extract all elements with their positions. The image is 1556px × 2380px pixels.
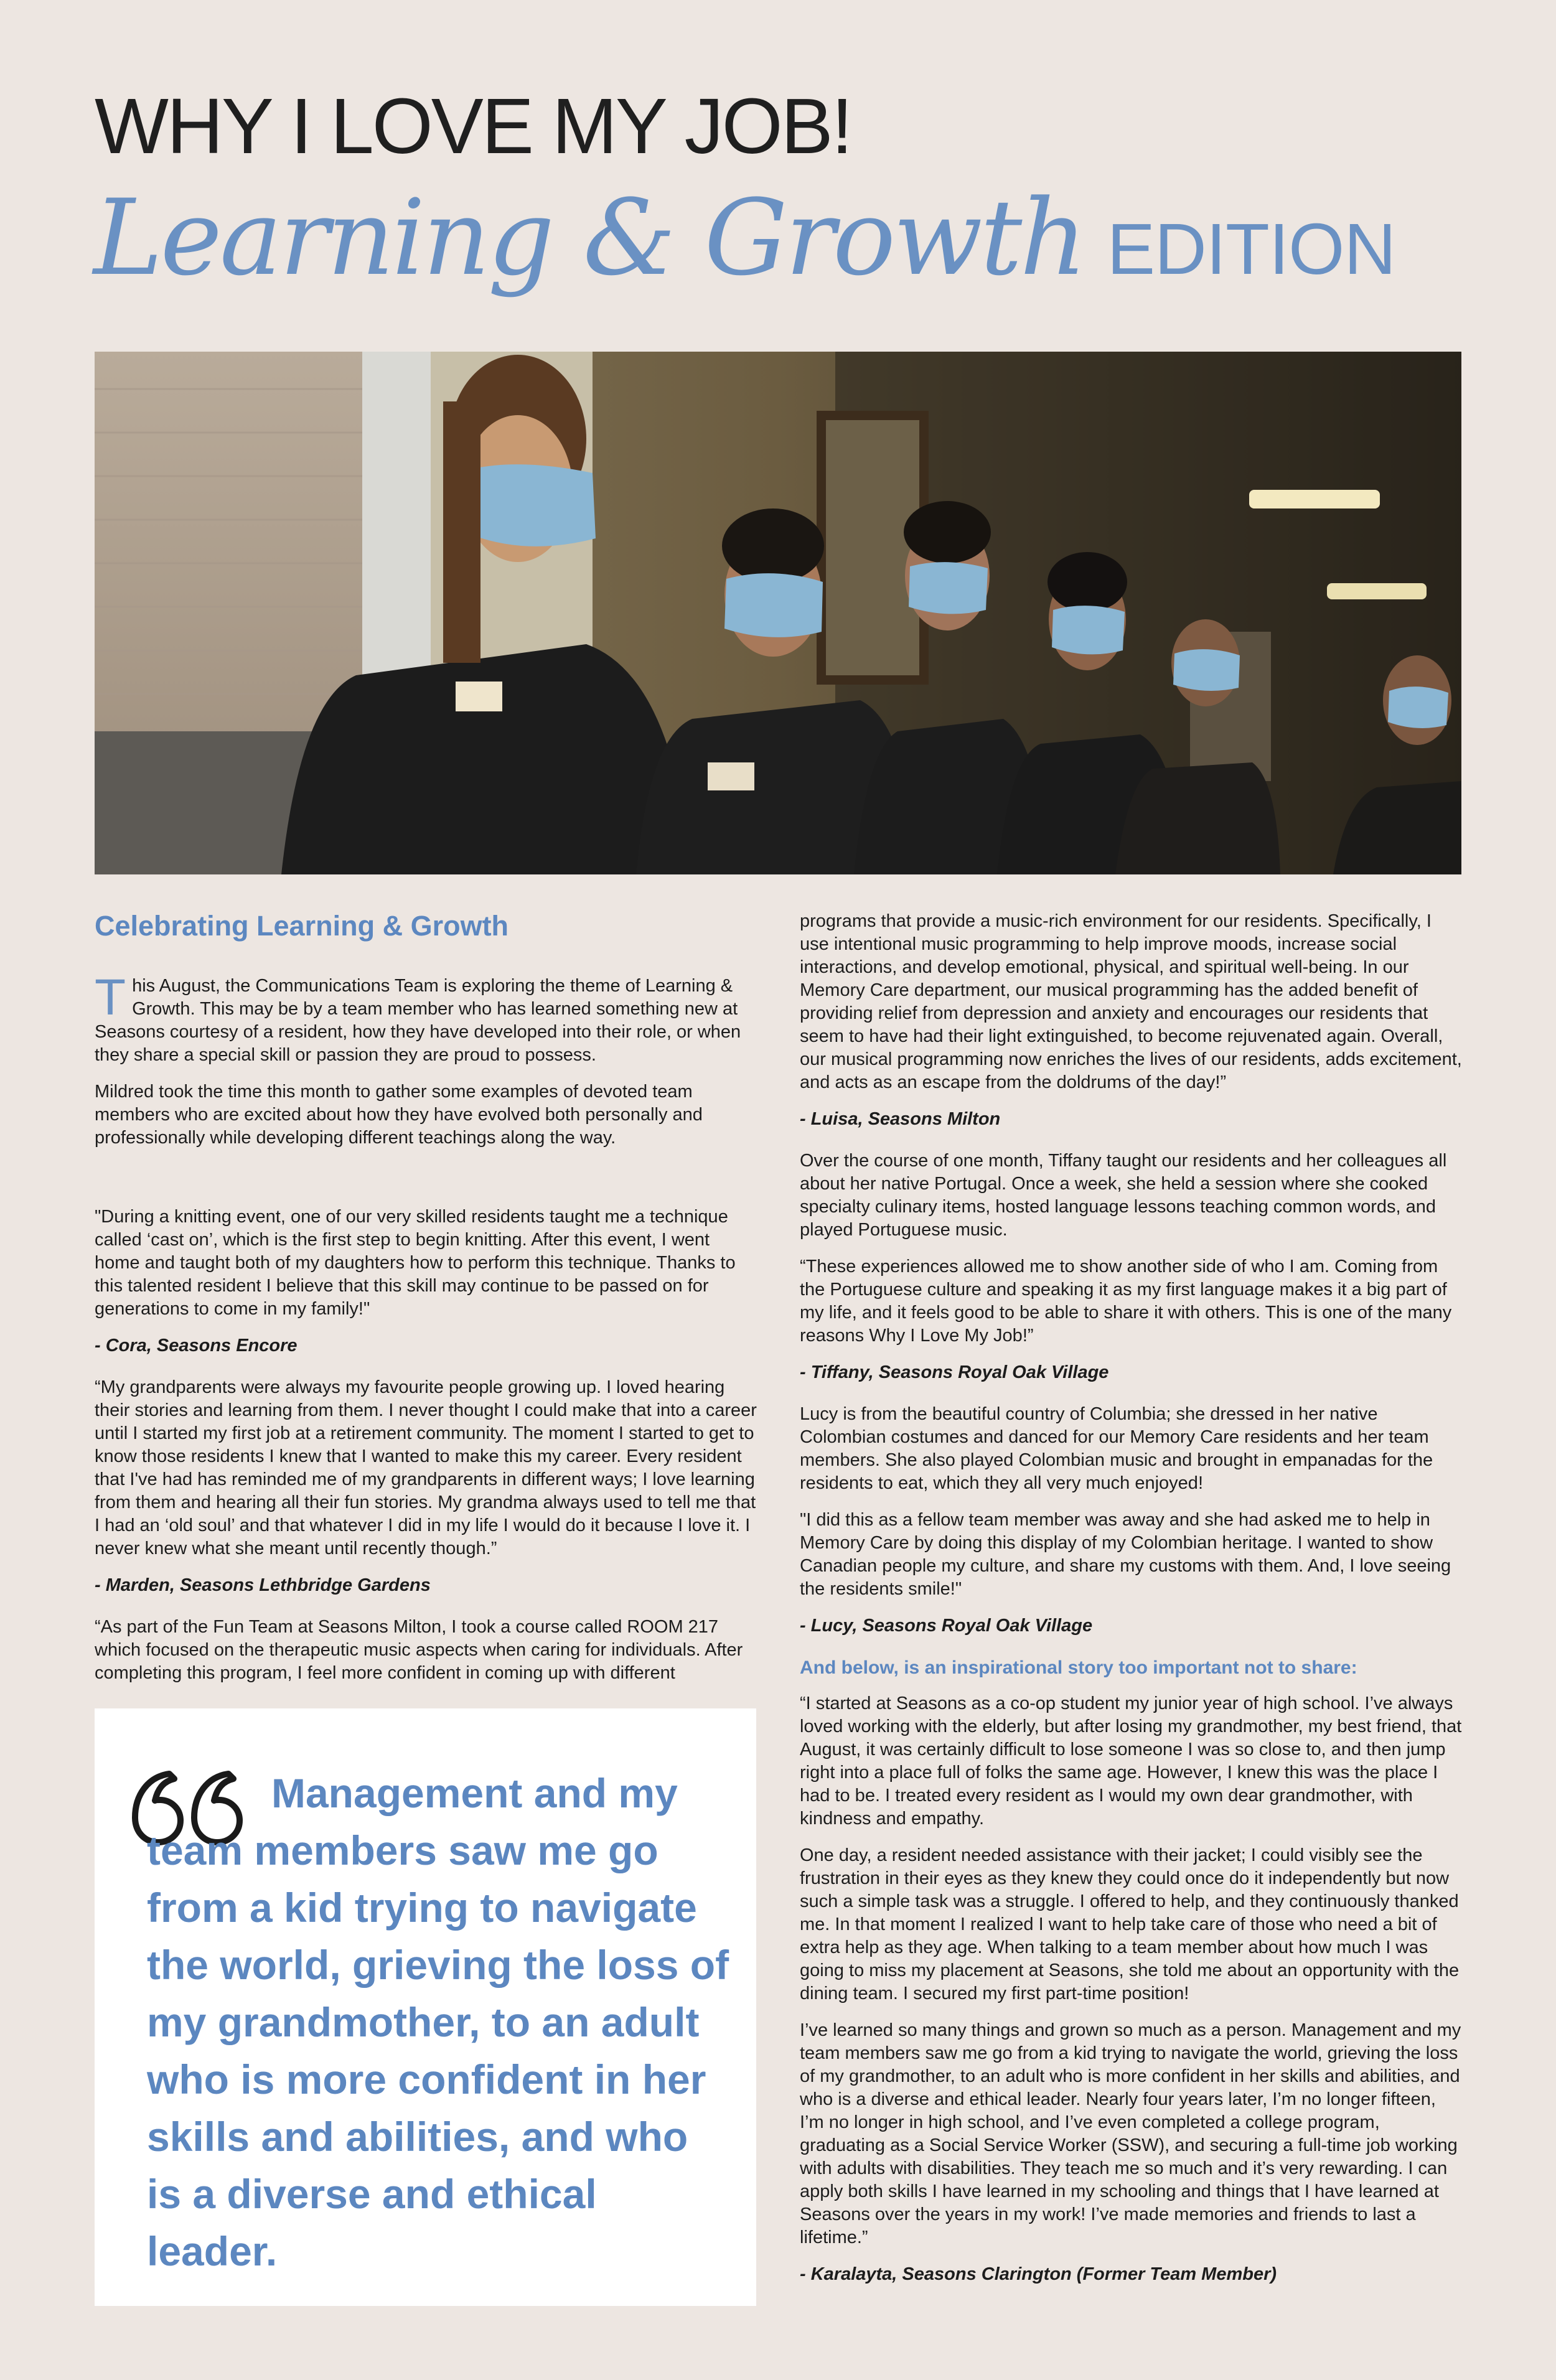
tiffany-intro: Over the course of one month, Tiffany taught our residents and her colleagues all about her native Portugal. Once a week, she held a session where she cooked specialty culinary items, hosted language lessons teaching common words, and played Portuguese music. (800, 1151, 1447, 1240)
karalayta-signature: - Karalayta, Seasons Clarington (Former Team Member) (800, 2264, 1277, 2284)
luisa-quote-start: “As part of the Fun Team at Seasons Milton, I took a course called ROOM 217 which focused on the therapeutic music aspects when caring for individuals. After completing this program, I feel more confident in coming up with different (95, 1617, 743, 1683)
karalayta-paragraph-1: “I started at Seasons as a co-op student my junior year of high school. I’ve always loved working with the elderly, but after losing my grandmother, my best friend, that August, it was certainly difficult to lose someone I was so close to, and then jump right into a place full of folks the same age. However, I knew this was the place I had to be. I treated every resident as I would my own dear grandmother, with kindness and empathy. (800, 1694, 1462, 1829)
intro-paragraph-2: Mildred took the time this month to gather some examples of devoted team members who are excited about how they have evolved both personally and professionally while developing different teachings along the way. (95, 1082, 703, 1148)
section-heading: Celebrating Learning & Growth (95, 910, 509, 942)
subtitle-edition: EDITION (1107, 208, 1396, 289)
lucy-intro: Lucy is from the beautiful country of Columbia; she dressed in her native Colombian costumes and danced for our Memory Care residents and her team members. She also played Colombian music and brought in empanadas for the residents to eat, which they all very much enjoyed! (800, 1404, 1433, 1493)
right-column (800, 910, 1463, 2305)
inspirational-heading: And below, is an inspirational story too important not to share: (800, 1657, 1357, 1678)
page-subtitle (93, 177, 1396, 324)
pull-quote (95, 1708, 756, 2306)
pull-quote-text: Management and my team members saw me go from a kid trying to navigate the world, grieving the loss of my grandmother, to an adult who is more confident in her skills and abilities, and who is a diverse and ethical leader. (147, 1770, 729, 2274)
lucy-quote: "I did this as a fellow team member was away and she had asked me to help in Memory Care by doing this display of my Colombian heritage. I wanted to show Canadian people my culture, and share my customs with them. And, I love seeing the residents smile!" (800, 1510, 1451, 1599)
marden-quote: “My grandparents were always my favourite people growing up. I loved hearing their stories and learning from them. I never thought I could make that into a career until I started my first job at a retirement community. The moment I started to get to know those residents I knew that I wanted to make this my career. Every resident that I've had has reminded me of my grandparents in different ways; I love learning from them and hearing all their fun stories. My grandma always used to tell me that I had an ‘old soul’ and that whatever I did in my life I would do it because I love it. I never knew what she meant until recently though.” (95, 1377, 757, 1558)
karalayta-paragraph-3: I’ve learned so many things and grown so much as a person. Management and my team members saw me go from a kid trying to navigate the world, grieving the loss of my grandmother, to an adult who is more confident in her skills and abilities, and who is a diverse and ethical leader. Nearly four years later, I’m no longer fifteen, I’m no longer in high school, and I’ve even completed a college program, graduating as a Social Service Worker (SSW), and securing a full-time job working with adults with disabilities. They teach me so much and it’s very rewarding. I can apply both skills I have learned in my schooling and things that I have learned at Seasons over the years in my work! I’ve made memories and friends to last a lifetime.” (800, 2020, 1461, 2247)
cora-quote: "During a knitting event, one of our very skilled residents taught me a technique called ‘cast on’, which is the first step to begin knitting. After this event, I went home and taught both of my daughters how to perform this technique. Thanks to this talented resident I believe that this skill may continue to be passed on for generations to come in my family!" (95, 1207, 736, 1319)
page-title: WHY I LOVE MY JOB! (95, 82, 851, 170)
tiffany-signature: - Tiffany, Seasons Royal Oak Village (800, 1362, 1109, 1382)
team-photo (95, 352, 1461, 874)
luisa-quote-continued: programs that provide a music-rich environment for our residents. Specifically, I use intentional music programming to help improve moods, increase social interactions, and develop emotional, physical, and spiritual well-being. In our Memory Care department, our musical programming has the added benefit of providing relief from depression and anxiety and encourages our residents that seem to have had their light extinguished, to become rejuvenated again. Overall, our musical programming now enriches the lives of our residents, adds excitement, and acts as an escape from the doldrums of the day!” (800, 911, 1462, 1092)
cora-signature: - Cora, Seasons Encore (95, 1336, 298, 1356)
intro-paragraph (95, 969, 757, 1067)
lucy-signature: - Lucy, Seasons Royal Oak Village (800, 1616, 1093, 1636)
left-column (95, 910, 757, 1698)
tiffany-quote: “These experiences allowed me to show another side of who I am. Coming from the Portuguese culture and speaking it as my first language makes it a big part of my life, and it feels good to be able to share it with others. This is one of the many reasons Why I Love My Job!” (800, 1257, 1452, 1346)
subtitle-script: Learning & Growth (93, 177, 1085, 299)
luisa-signature: - Luisa, Seasons Milton (800, 1109, 1001, 1129)
marden-signature: - Marden, Seasons Lethbridge Gardens (95, 1575, 431, 1595)
karalayta-paragraph-2: One day, a resident needed assistance with their jacket; I could visibly see the frustration in their eyes as they knew they could once do it independently but now such a simple task was a struggle. I offered to help, and they continuously thanked me. In that moment I realized I want to help take care of those who need a bit of extra help as they age. When talking to a team member about how much I was going to miss my placement at Seasons, she told me about an opportunity with the dining team. I secured my first part-time position! (800, 1845, 1460, 2003)
intro-text: his August, the Communications Team is exploring the theme of Learning & Growth. This may be by a team member who has learned something new at Seasons courtesy of a resident, how they have developed into their role, or when they share a special skill or passion they are proud to possess. (95, 976, 741, 1065)
drop-cap: T (95, 969, 126, 1026)
